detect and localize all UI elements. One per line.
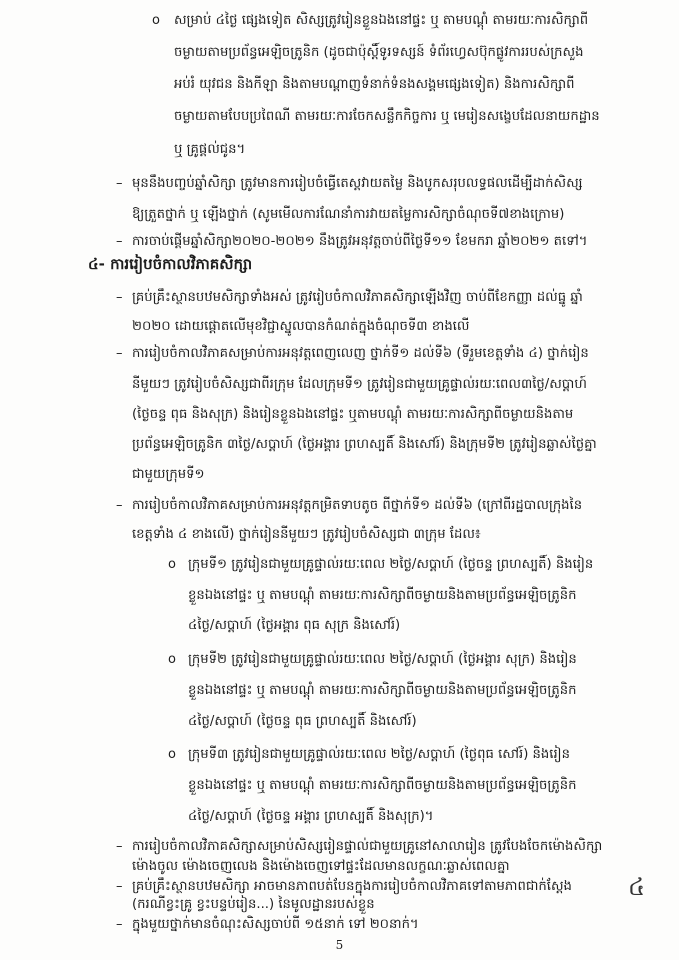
paragraph-line: ខ្លួនឯងនៅផ្ទះ ឬ តាមបណ្ដុំ តាមរយៈការសិក្សាពីចម្ងាយនិងតាមប្រព័ន្ធអេឡិចត្រូនិក: [188, 778, 577, 793]
paragraph-line: ឬ គ្រូផ្ដល់ជូន។: [174, 142, 246, 157]
paragraph-line: ម៉ោងចូល ម៉ោងចេញលេង និងម៉ោងចេញទៅផ្ទះដែលមានលក្ខណៈឆ្លាស់ពេលគ្នា: [132, 859, 510, 874]
paragraph-line: គ្រប់គ្រឹះស្ថានបឋមសិក្សា អាចមានភាពបត់បែនក្នុងការរៀបចំកាលវិភាគទៅតាមភាពជាក់ស្ដែង: [132, 879, 572, 894]
section-heading: ៤- ការរៀបចំកាលវិភាគសិក្សា: [88, 255, 253, 273]
dash-bullet: –: [116, 498, 123, 513]
paragraph-line: អប់រំ យុវជន និងកីឡា និងតាមបណ្ដាញទំនាក់ទំនងសង្គមផ្សេងទៀត) និងការសិក្សាពី: [174, 77, 575, 92]
paragraph-line: ក្រុមទី២ ត្រូវរៀនជាមួយគ្រូផ្ទាល់រយៈពេល ២ថ្ងៃ/សប្ដាហ៍ (ថ្ងៃអង្គារ សុក្រ) និងរៀន: [188, 652, 577, 667]
paragraph-line: ការរៀបចំកាលវិភាគសិក្សាសម្រាប់សិស្សរៀនផ្ទាល់ជាមួយគ្រូនៅសាលារៀន ត្រូវបែងចែកម៉ោងសិក្សា: [132, 839, 603, 854]
paragraph-line: (ករណីខ្វះគ្រូ ខ្វះបន្ទប់រៀន...) នៃមូលដ្ឋានរបស់ខ្លួន: [132, 897, 375, 912]
paragraph-line: ចម្ងាយតាមបែបប្រពៃណី តាមរយៈការចែកសន្លឹកកិច្ចការ ឬ មេរៀនសង្ខេបដែលនាយកដ្ឋាន: [174, 109, 600, 124]
paragraph-line: ឱ្យត្រួតថ្នាក់ ឬ ឡើងថ្នាក់ (សូមមើលការណែនាំការវាយតម្លៃការសិក្សាចំណុចទី៧ខាងក្រោម): [132, 207, 565, 222]
paragraph-line: សម្រាប់ ៤ថ្ងៃ ផ្សេងទៀត សិស្សត្រូវរៀនខ្លួនឯងនៅផ្ទះ ឬ តាមបណ្ដុំ តាមរយៈការសិក្សាពី: [174, 13, 589, 28]
circle-bullet: o: [168, 652, 176, 667]
dash-bullet: –: [116, 234, 123, 249]
paragraph-line: ក្រុមទី១ ត្រូវរៀនជាមួយគ្រូផ្ទាល់រយៈពេល ២ថ្ងៃ/សប្ដាហ៍ (ថ្ងៃចន្ទ ព្រហស្បតិ៍) និងរៀន: [188, 557, 594, 572]
circle-bullet: o: [168, 747, 176, 762]
page-number: 5: [335, 938, 344, 952]
dash-bullet: –: [116, 176, 123, 191]
paragraph-line: ៤ថ្ងៃ/សប្ដាហ៍ (ថ្ងៃចន្ទ អង្គារ ព្រហស្បតិ៍ និងសុក្រ)។: [188, 809, 434, 824]
paragraph-line: ចម្ងាយតាមប្រព័ន្ធអេឡិចត្រូនិក (ដូចជាប៉ុស្ដិ៍ទូរទស្សន៍ ទំព័រហ្វេសប៊ុកផ្លូវការរបស់ក្រសួង: [174, 45, 584, 60]
paragraph-line: នីមួយៗ ត្រូវរៀបចំសិស្សជាពីរក្រុម ដែលក្រុមទី១ ត្រូវរៀនជាមួយគ្រូផ្ទាល់រយៈពេល៣ថ្ងៃ/សប្ដាហ៍: [132, 377, 587, 392]
paragraph-line: មុននឹងបញ្ចប់ឆ្នាំសិក្សា ត្រូវមានការរៀបចំធ្វើតេស្ដវាយតម្លៃ និងបូកសរុបលទ្ធផលដើម្បីដាក់សិស្ស: [132, 176, 583, 191]
paragraph-line: ខេត្តទាំង ៤ ខាងលើ) ថ្នាក់រៀននីមួយៗ ត្រូវរៀបចំសិស្សជា ៣ក្រុម ដែល៖: [132, 527, 481, 542]
dash-bullet: –: [116, 346, 123, 361]
paragraph-line: ការរៀបចំកាលវិភាគសម្រាប់ការអនុវត្តកម្រិតទាបតូច ពីថ្នាក់ទី១ ដល់ទី៦ (ក្រៅពីរដ្ឋបាលក្រុងនៃ: [132, 498, 583, 513]
paragraph-line: ប្រព័ន្ធអេឡិចត្រូនិក ៣ថ្ងៃ/សប្ដាហ៍ (ថ្ងៃអង្គារ ព្រហស្បតិ៍ និងសៅរ៍) និងក្រុមទី២ ត្រូវរៀនឆ្លាស់ថ្ងៃគ្នា: [132, 437, 597, 452]
dash-bullet: –: [116, 917, 123, 932]
paragraph-line: ជាមួយក្រុមទី១: [132, 467, 205, 482]
circle-bullet: o: [168, 557, 176, 572]
paragraph-line: ខ្លួនឯងនៅផ្ទះ ឬ តាមបណ្ដុំ តាមរយៈការសិក្សាពីចម្ងាយនិងតាមប្រព័ន្ធអេឡិចត្រូនិក: [188, 588, 577, 603]
paragraph-line: ៤ថ្ងៃ/សប្ដាហ៍ (ថ្ងៃអង្គារ ពុធ សុក្រ និងសៅរ៍): [188, 618, 401, 633]
paragraph-line: ២០២០ ដោយផ្ដោតលើមុខវិជ្ជាស្នូលបានកំណត់ក្នុងចំណុចទី៣ ខាងលើ: [132, 319, 470, 334]
paragraph-line: ក្រុមទី៣ ត្រូវរៀនជាមួយគ្រូផ្ទាល់រយៈពេល ២ថ្ងៃ/សប្ដាហ៍ (ថ្ងៃពុធ សៅរ៍) និងរៀន: [188, 747, 570, 762]
paragraph-line: ៤ថ្ងៃ/សប្ដាហ៍ (ថ្ងៃចន្ទ ពុធ ព្រហស្បតិ៍ និងសៅរ៍): [188, 714, 417, 729]
paragraph-line: ការចាប់ផ្ដើមឆ្នាំសិក្សា២០២០-២០២១ នឹងត្រូវអនុវត្តចាប់ពីថ្ងៃទី១១ ខែមករា ឆ្នាំ២០២១ តទៅ។: [132, 234, 588, 249]
handwritten-mark: ៤: [628, 873, 645, 901]
circle-bullet: o: [152, 13, 160, 28]
paragraph-line: គ្រប់គ្រឹះស្ថានបឋមសិក្សាទាំងអស់ ត្រូវរៀបចំកាលវិភាគសិក្សាឡើងវិញ ចាប់ពីខែកញ្ញា ដល់ធ្នូ ឆ្នាំ: [132, 290, 583, 305]
paragraph-line: ការរៀបចំកាលវិភាគសម្រាប់ការអនុវត្តពេញលេញ ថ្នាក់ទី១ ដល់ទី៦ (ទីរួមខេត្តទាំង ៤) ថ្នាក់រៀន: [132, 346, 589, 361]
paragraph-line: (ថ្ងៃចន្ទ ពុធ និងសុក្រ) និងរៀនខ្លួនឯងនៅផ្ទះ ឬតាមបណ្ដុំ តាមរយៈការសិក្សាពីចម្ងាយនិងតាម: [132, 407, 574, 422]
paragraph-line: ក្នុងមួយថ្នាក់មានចំណុះសិស្សចាប់ពី ១៥នាក់ ទៅ ២០នាក់។: [132, 917, 419, 932]
dash-bullet: –: [116, 879, 123, 894]
paragraph-line: ខ្លួនឯងនៅផ្ទះ ឬ តាមបណ្ដុំ តាមរយៈការសិក្សាពីចម្ងាយនិងតាមប្រព័ន្ធអេឡិចត្រូនិក: [188, 683, 577, 698]
dash-bullet: –: [116, 290, 123, 305]
dash-bullet: –: [116, 839, 123, 854]
